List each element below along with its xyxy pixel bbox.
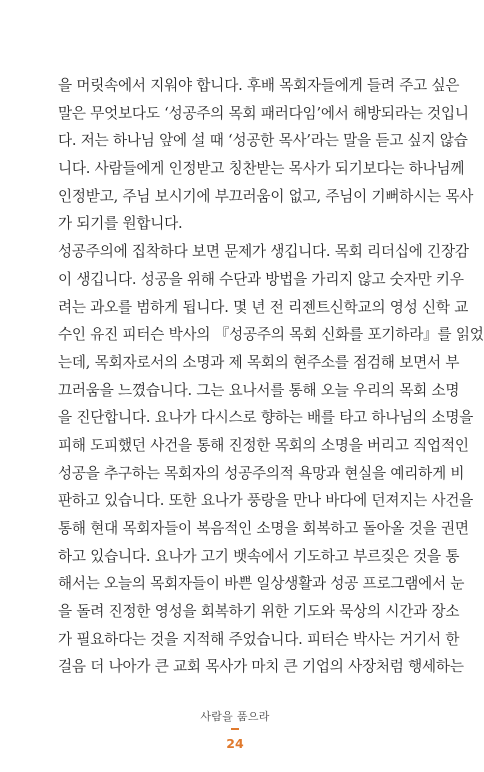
text-line: 을 진단합니다. 요나가 다시스로 향하는 배를 타고 하나님의 소명을 (58, 409, 474, 427)
text-line: 피해 도피했던 사건을 통해 진정한 목회의 소명을 버리고 직업적인 (58, 436, 469, 454)
text-line: 가 필요하다는 것을 지적해 주었습니다. 피터슨 박사는 거기서 한 (58, 630, 460, 648)
text-line: 니다. 사람들에게 인정받고 칭찬받는 목사가 되기보다는 하나님께 (58, 160, 465, 178)
text-line: 수인 유진 피터슨 박사의 『성공주의 목회 신화를 포기하라』를 읽었 (58, 326, 484, 344)
text-line: 다. 저는 하나님 앞에 설 때 ‘성공한 목사’라는 말을 듣고 싶지 않습 (58, 132, 468, 150)
text-line: 통해 현대 목회자들이 복음적인 소명을 회복하고 돌아올 것을 권면 (58, 520, 469, 537)
text-line: 을 돌려 진정한 영성을 회복하기 위한 기도와 묵상의 시간과 장소 (58, 603, 460, 621)
text-line: 인정받고, 주님 보시기에 부끄러움이 없고, 주님이 기뻐하시는 목사 (58, 187, 474, 205)
running-footer-title: 사람을 품으라 (200, 710, 270, 723)
text-line: 을 머릿속에서 지워야 합니다. 후배 목회자들에게 들려 주고 싶은 (58, 77, 460, 94)
body-text (58, 72, 484, 681)
text-line: 판하고 있습니다. 또한 요나가 풍랑을 만나 바다에 던져지는 사건을 (58, 492, 474, 510)
text-line: 는데, 목회자로서의 소명과 제 목회의 현주소를 점검해 보면서 부 (58, 353, 460, 371)
text-line: 말은 무엇보다도 ‘성공주의 목회 패러다임’에서 해방되라는 것입니 (58, 104, 469, 122)
page-number: 24 (226, 736, 244, 751)
text-line: 걸음 더 나아가 큰 교회 목사가 마치 큰 기업의 사장처럼 행세하는 (58, 658, 464, 676)
text-line: 하고 있습니다. 요나가 고기 뱃속에서 기도하고 부르짖은 것을 통 (58, 547, 460, 565)
footer-divider (231, 728, 239, 730)
text-line: 가 되기를 원합니다. (58, 215, 183, 233)
text-line: 이 생깁니다. 성공을 위해 수단과 방법을 가리지 않고 숫자만 키우 (58, 270, 464, 288)
text-line: 해서는 오늘의 목회자들이 바쁜 일상생활과 성공 프로그램에서 눈 (58, 575, 465, 593)
text-line: 려는 과오를 범하게 됩니다. 몇 년 전 리젠트신학교의 영성 신학 교 (58, 298, 469, 316)
text-line: 성공을 추구하는 목회자의 성공주의적 욕망과 현실을 예리하게 비 (58, 464, 465, 482)
text-line: 성공주의에 집착하다 보면 문제가 생깁니다. 목회 리더십에 긴장감 (58, 243, 469, 261)
text-line: 끄러움을 느꼈습니다. 그는 요나서를 통해 오늘 우리의 목회 소명 (58, 381, 460, 399)
